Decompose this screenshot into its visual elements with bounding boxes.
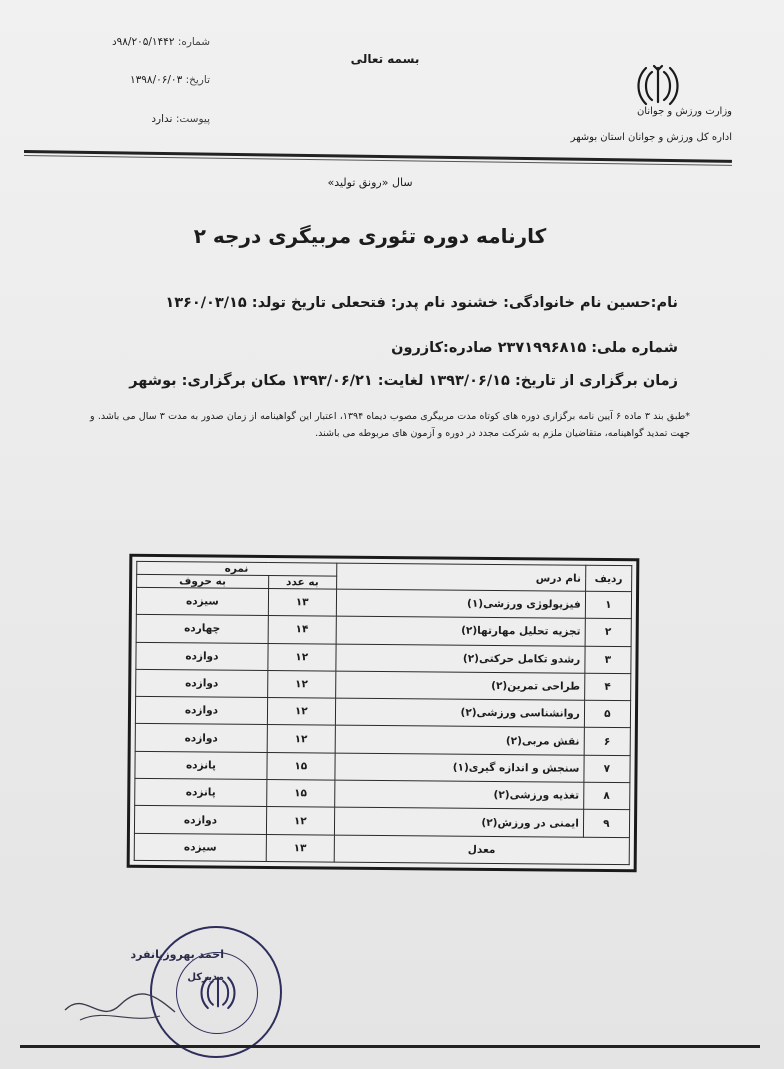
grade-words: دوازده (134, 806, 266, 834)
grade-words: دوازده (136, 642, 268, 670)
course-name: روانشناسی ورزشی(۲) (335, 698, 584, 727)
basmala-heading: بسمه تعالی (350, 52, 420, 66)
grade-numeric: ۱۲ (266, 807, 334, 835)
table-row (136, 642, 631, 674)
signatory-name: احمد بهروزبانفرد (130, 948, 224, 961)
average-row (134, 833, 629, 865)
course-name: نقش مربی(۲) (335, 726, 584, 755)
grade-numeric: ۱۵ (267, 752, 335, 780)
course-name: تغذیه ورزشی(۲) (334, 780, 583, 809)
letter-number (60, 36, 210, 48)
letter-date-label: تاریخ: (185, 74, 210, 86)
letter-attachment-label: پیوست: (175, 113, 210, 125)
table-row (136, 587, 631, 619)
grade-numeric: ۱۳ (268, 588, 336, 616)
table-row (136, 669, 631, 701)
grade-numeric: ۱۲ (267, 725, 335, 753)
course-name: طراحی تمرین(۲) (335, 671, 584, 700)
header-grade: نمره (137, 561, 337, 576)
header-grade-words: به حروف (137, 574, 269, 588)
row-number: ۴ (584, 673, 630, 701)
course-name: ایمنی در ورزش(۲) (334, 807, 583, 836)
average-label: معدل (334, 835, 630, 865)
table-row (135, 724, 630, 756)
grades-table-frame (127, 554, 640, 872)
row-number: ۹ (583, 810, 629, 838)
table-row (135, 778, 630, 810)
course-name: رشدو تکامل حرکتی(۲) (335, 644, 584, 673)
iran-emblem-icon (632, 62, 684, 108)
course-schedule-line: زمان برگزاری از تاریخ: ۱۳۹۳/۰۶/۱۵ لغایت: ۱۳۹۳/۰۶/۲۱ مکان برگزاری: بوشهر (129, 373, 678, 389)
row-number: ۳ (585, 646, 631, 674)
handwritten-signature (60, 980, 180, 1030)
grade-numeric: ۱۴ (268, 616, 336, 644)
grade-words: چهارده (136, 615, 268, 643)
personal-info-line: نام:حسین نام خانوادگی: خشنود نام پدر: فتحعلی تاریخ تولد: ۱۳۶۰/۰۳/۱۵ (165, 295, 678, 311)
course-name: فیزیولوژی ورزشی(۱) (336, 589, 585, 618)
letter-number-label: شماره: (177, 36, 210, 48)
course-name: تجزیه تحلیل مهارتها(۲) (336, 616, 585, 645)
grade-numeric: ۱۵ (267, 780, 335, 808)
letter-attachment (60, 113, 210, 125)
letter-number-value: ۹۸/۲۰۵/۱۴۴۲د (111, 36, 175, 48)
letter-attachment-value: ندارد (151, 113, 173, 125)
ministry-name: وزارت ورزش و جوانان (636, 106, 732, 117)
header-course-name: نام درس (336, 563, 585, 591)
grade-numeric: ۱۲ (268, 670, 336, 698)
grade-numeric: ۱۲ (268, 643, 336, 671)
letter-date (60, 74, 210, 86)
course-name: سنجش و اندازه گیری(۱) (335, 753, 584, 782)
document-title: کارنامه دوره تئوری مربیگری درجه ۲ (193, 224, 547, 248)
row-number: ۷ (584, 755, 630, 783)
letter-date-value: ۱۳۹۸/۰۶/۰۳ (130, 74, 183, 86)
footer-divider (20, 1045, 760, 1048)
national-id-line: شماره ملی: ۲۳۷۱۹۹۶۸۱۵ صادره:کازرون (391, 340, 678, 356)
row-number: ۵ (584, 700, 630, 728)
average-numeric: ۱۳ (266, 834, 334, 862)
grade-words: دوازده (135, 724, 267, 752)
grade-numeric: ۱۲ (267, 698, 335, 726)
year-slogan: سال «رونق تولید» (327, 176, 413, 189)
grade-words: دوازده (135, 697, 267, 725)
row-number: ۶ (584, 728, 630, 756)
grade-words: دوازده (136, 669, 268, 697)
table-row (135, 751, 630, 783)
table-row (135, 697, 630, 729)
grade-words: سیزده (136, 587, 268, 615)
grade-words: پانزده (135, 751, 267, 779)
office-name: اداره کل ورزش و جوانان استان بوشهر (570, 132, 732, 143)
row-number: ۸ (583, 782, 629, 810)
row-number: ۱ (585, 591, 631, 619)
table-row (134, 806, 629, 838)
grades-table (134, 561, 633, 865)
signatory-role: مدیرکل (187, 972, 224, 983)
header-grade-numeric: به عدد (268, 575, 336, 589)
table-row (136, 615, 631, 647)
row-number: ۲ (585, 619, 631, 647)
grade-words: پانزده (135, 778, 267, 806)
validity-note: *طبق بند ۳ ماده ۶ آیین نامه برگزاری دوره های کوتاه مدت مربیگری مصوب دیماه ۱۳۹۴، اعتبار این گواهینامه از زمان صدور به مدت ۳ سال می باشد. و جهت تمدید گواهینامه، متقاضیان ملزم به شرکت مجدد در دوره و آزمون های مربوطه می باشند. (90, 411, 691, 439)
header-row-number: ردیف (585, 565, 631, 591)
average-words: سیزده (134, 833, 266, 861)
